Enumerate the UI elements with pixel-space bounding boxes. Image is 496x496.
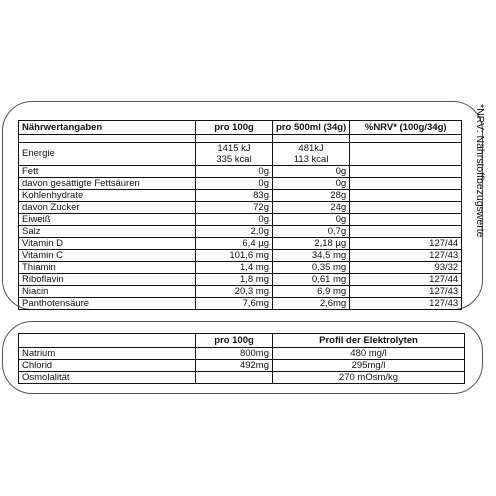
electrolytes-table bbox=[18, 333, 465, 384]
energy-kj-per500: 481kJ bbox=[298, 143, 324, 154]
table-row bbox=[19, 238, 462, 250]
electrolytes-rows bbox=[19, 348, 465, 384]
row-per100: 1,8 mg bbox=[196, 274, 273, 286]
row-label: Osmolalität bbox=[19, 372, 196, 384]
header-cell-nrv: %NRV* (100g/34g) bbox=[350, 121, 462, 135]
row-profile: 270 mOsm/kg bbox=[273, 372, 465, 384]
row-label: Energie bbox=[19, 143, 196, 166]
row-label: Chlorid bbox=[19, 360, 196, 372]
row-label: Salz bbox=[19, 226, 196, 238]
table-row bbox=[19, 202, 462, 214]
header-cell-per500: pro 500ml (34g) bbox=[273, 121, 350, 135]
row-per100: 1,4 mg bbox=[196, 262, 273, 274]
table-row bbox=[19, 372, 465, 384]
row-per500: 2,6mg bbox=[273, 298, 350, 310]
row-label: Eiweiß bbox=[19, 214, 196, 226]
table-row bbox=[19, 166, 462, 178]
table-header-row bbox=[19, 334, 465, 348]
row-label: davon gesättigte Fettsäuren bbox=[19, 178, 196, 190]
table-row bbox=[19, 226, 462, 238]
row-label: Niacin bbox=[19, 286, 196, 298]
row-label: Natrium bbox=[19, 348, 196, 360]
row-per500: 0g bbox=[273, 178, 350, 190]
row-nrv bbox=[350, 226, 462, 238]
row-nrv: 127/43 bbox=[350, 250, 462, 262]
nutrition-table bbox=[18, 120, 462, 310]
energy-kj-per100: 1415 kJ bbox=[217, 143, 251, 154]
header-cell-per100: pro 100g bbox=[196, 121, 273, 135]
row-per100: 101,6 mg bbox=[196, 250, 273, 262]
row-per500: 2,18 µg bbox=[273, 238, 350, 250]
row-per500: 28g bbox=[273, 190, 350, 202]
table-row bbox=[19, 348, 465, 360]
row-per500: 0g bbox=[273, 166, 350, 178]
row-label: Panthotensäure bbox=[19, 298, 196, 310]
row-label: Riboflavin bbox=[19, 274, 196, 286]
table-header-row bbox=[19, 121, 462, 135]
row-profile: 295mg/l bbox=[273, 360, 465, 372]
row-per100: 0g bbox=[196, 166, 273, 178]
row-per100: 7,6mg bbox=[196, 298, 273, 310]
row-per100: 6,4 µg bbox=[196, 238, 273, 250]
nutrition-rows bbox=[19, 166, 462, 310]
row-label: davon Zucker bbox=[19, 202, 196, 214]
row-profile: 480 mg/l bbox=[273, 348, 465, 360]
header-cell-profile: Profil der Elektrolyten bbox=[273, 334, 465, 348]
table-row bbox=[19, 178, 462, 190]
table-row bbox=[19, 214, 462, 226]
energy-kcal-per100: 335 kcal bbox=[216, 154, 252, 165]
row-per100: 0g bbox=[196, 214, 273, 226]
row-per100 bbox=[196, 372, 273, 384]
row-nrv bbox=[350, 178, 462, 190]
row-nrv: 127/43 bbox=[350, 298, 462, 310]
table-row bbox=[19, 274, 462, 286]
row-per500: 0g bbox=[273, 214, 350, 226]
row-per100: 800mg bbox=[196, 348, 273, 360]
header-cell-per100: pro 100g bbox=[196, 334, 273, 348]
row-label: Vitamin C bbox=[19, 250, 196, 262]
row-per100: 492mg bbox=[196, 360, 273, 372]
spacer-row bbox=[19, 135, 462, 143]
row-label: Fett bbox=[19, 166, 196, 178]
row-per500: 0,61 mg bbox=[273, 274, 350, 286]
table-row-energie bbox=[19, 143, 462, 166]
table-row bbox=[19, 360, 465, 372]
row-per500: 34,5 mg bbox=[273, 250, 350, 262]
row-nrv: 93/32 bbox=[350, 262, 462, 274]
row-nrv bbox=[350, 166, 462, 178]
row-nrv: 127/43 bbox=[350, 286, 462, 298]
row-per100: 72g bbox=[196, 202, 273, 214]
table-row bbox=[19, 190, 462, 202]
header-cell-label: Nährwertangaben bbox=[19, 121, 196, 135]
table-row bbox=[19, 298, 462, 310]
row-per500: 24g bbox=[273, 202, 350, 214]
table-row bbox=[19, 262, 462, 274]
row-per100: 2,0g bbox=[196, 226, 273, 238]
table-row bbox=[19, 250, 462, 262]
row-label: Thiamin bbox=[19, 262, 196, 274]
row-nrv bbox=[350, 202, 462, 214]
row-nrv: 127/44 bbox=[350, 274, 462, 286]
row-nrv: 127/44 bbox=[350, 238, 462, 250]
table-row bbox=[19, 286, 462, 298]
row-per100: 83g bbox=[196, 190, 273, 202]
row-nrv bbox=[350, 143, 462, 166]
row-per500: 0,7g bbox=[273, 226, 350, 238]
row-label: Kohlenhydrate bbox=[19, 190, 196, 202]
row-per500: 6,9 mg bbox=[273, 286, 350, 298]
row-per500: 0,35 mg bbox=[273, 262, 350, 274]
header-cell-label bbox=[19, 334, 196, 348]
row-nrv bbox=[350, 214, 462, 226]
nrv-footnote: *NRV: Nährstoffbezugswerte bbox=[474, 104, 486, 238]
row-per100: 0g bbox=[196, 178, 273, 190]
row-per100 bbox=[196, 143, 273, 166]
row-per500 bbox=[273, 143, 350, 166]
row-per100: 20,3 mg bbox=[196, 286, 273, 298]
row-nrv bbox=[350, 190, 462, 202]
row-label: Vitamin D bbox=[19, 238, 196, 250]
energy-kcal-per500: 113 kcal bbox=[293, 154, 329, 165]
